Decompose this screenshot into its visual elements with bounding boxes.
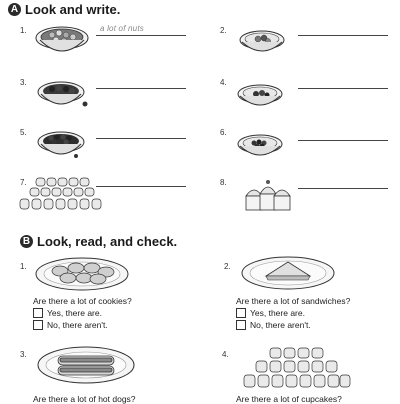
section-b-header: [20, 234, 177, 249]
section-a-badge: A: [8, 3, 21, 16]
section-a-header: [8, 2, 120, 17]
b-item-1-question: Are there a lot of cookies?: [33, 296, 132, 306]
bowl-few-nuts-illustration: [238, 28, 286, 58]
b-item-2-no-checkbox[interactable]: [236, 320, 246, 330]
item-8-answer-line[interactable]: [298, 188, 388, 189]
b-item-2-yes-checkbox[interactable]: [236, 308, 246, 318]
b-item-2-number: 2.: [224, 262, 231, 271]
item-7-number: 7.: [20, 178, 27, 187]
bowl-of-blueberries-illustration: [36, 128, 90, 162]
bowl-few-blueberries-illustration: [236, 132, 286, 162]
b-item-1-no-checkbox[interactable]: [33, 320, 43, 330]
b-item-2-no-label: No, there aren't.: [250, 320, 311, 330]
item-7-answer-line[interactable]: [96, 186, 186, 187]
item-4-answer-line[interactable]: [298, 88, 388, 89]
b-item-4-question: Are there a lot of cupcakes?: [236, 394, 342, 404]
item-1-answer-line[interactable]: [96, 35, 186, 36]
b-item-2-question: Are there a lot of sandwiches?: [236, 296, 351, 306]
item-5-number: 5.: [20, 128, 27, 137]
bowl-few-grapes-illustration: [236, 82, 286, 112]
item-3-number: 3.: [20, 78, 27, 87]
item-5-answer-line[interactable]: [96, 138, 186, 139]
b-item-2-option-no[interactable]: [236, 320, 311, 330]
section-b-title: Look, read, and check.: [37, 234, 178, 249]
b-item-1-number: 1.: [20, 262, 27, 271]
item-2-answer-line[interactable]: [298, 35, 388, 36]
b-item-3-number: 3.: [20, 350, 27, 359]
b-item-1-option-no[interactable]: [33, 320, 108, 330]
item-6-number: 6.: [220, 128, 227, 137]
plate-of-hot-dogs-illustration: [36, 344, 136, 386]
item-3-answer-line[interactable]: [96, 88, 186, 89]
b-item-1-yes-label: Yes, there are.: [47, 308, 102, 318]
section-a-title: Look and write.: [25, 2, 121, 17]
bowl-of-nuts-illustration: [34, 22, 90, 58]
b-item-1-option-yes[interactable]: [33, 308, 102, 318]
b-item-3-question: Are there a lot of hot dogs?: [33, 394, 136, 404]
many-cupcakes-illustration: [18, 176, 110, 214]
item-6-answer-line[interactable]: [298, 140, 388, 141]
few-cupcakes-illustration: [242, 178, 294, 214]
plate-of-cookies-illustration: [34, 256, 130, 292]
b-item-1-yes-checkbox[interactable]: [33, 308, 43, 318]
item-4-number: 4.: [220, 78, 227, 87]
b-item-2-yes-label: Yes, there are.: [250, 308, 305, 318]
plate-of-sandwiches-illustration: [240, 254, 336, 292]
item-1-number: 1.: [20, 26, 27, 35]
item-1-answer: a lot of nuts: [100, 24, 144, 33]
bowl-of-grapes-illustration: [36, 78, 90, 112]
many-cupcakes-b-illustration: [242, 346, 352, 390]
item-2-number: 2.: [220, 26, 227, 35]
item-8-number: 8.: [220, 178, 227, 187]
b-item-4-number: 4.: [222, 350, 229, 359]
b-item-2-option-yes[interactable]: [236, 308, 305, 318]
b-item-1-no-label: No, there aren't.: [47, 320, 108, 330]
section-b-badge: B: [20, 235, 33, 248]
